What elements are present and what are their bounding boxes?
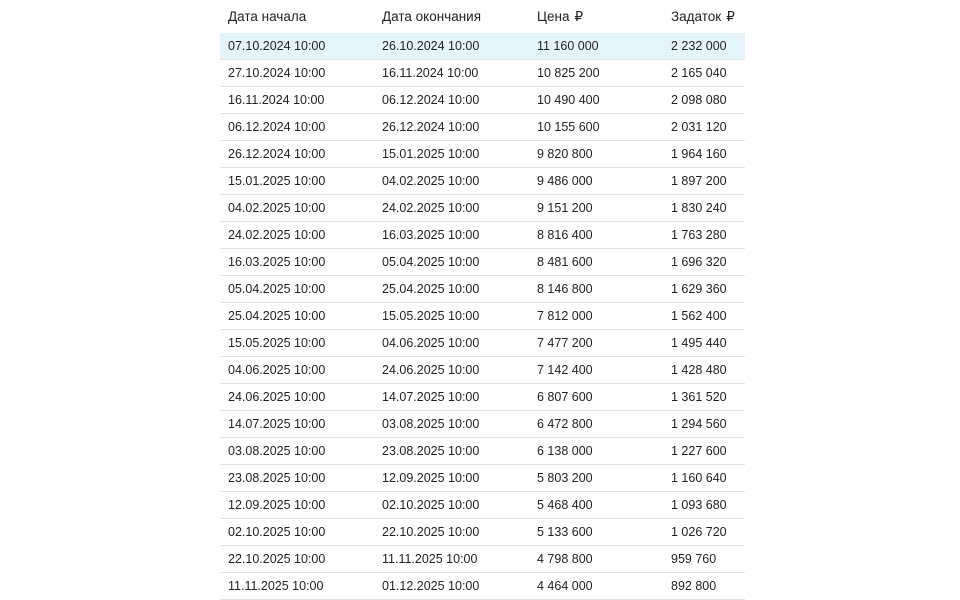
cell-deposit: 2 232 000 [663,33,745,60]
table-row[interactable] [220,573,745,600]
cell-end: 04.02.2025 10:00 [374,168,529,195]
table-row[interactable] [220,384,745,411]
header-price[interactable] [529,0,663,33]
cell-deposit: 1 696 320 [663,249,745,276]
cell-start: 04.02.2025 10:00 [220,195,374,222]
cell-end: 04.06.2025 10:00 [374,330,529,357]
cell-price: 5 133 600 [529,519,663,546]
cell-start: 04.06.2025 10:00 [220,357,374,384]
cell-price: 8 146 800 [529,276,663,303]
cell-deposit: 2 165 040 [663,60,745,87]
cell-start: 24.02.2025 10:00 [220,222,374,249]
cell-deposit: 1 830 240 [663,195,745,222]
cell-deposit: 1 294 560 [663,411,745,438]
cell-start: 02.10.2025 10:00 [220,519,374,546]
header-deposit-label: Задаток [671,8,722,24]
cell-start: 27.10.2024 10:00 [220,60,374,87]
table-row[interactable] [220,87,745,114]
cell-price: 8 481 600 [529,249,663,276]
header-end-date[interactable] [374,0,529,33]
cell-price: 4 464 000 [529,573,663,600]
price-schedule-table-container [220,0,745,600]
cell-end: 03.08.2025 10:00 [374,411,529,438]
table-row[interactable] [220,60,745,87]
cell-price: 4 798 800 [529,546,663,573]
cell-end: 15.05.2025 10:00 [374,303,529,330]
table-body [220,33,745,600]
cell-start: 26.12.2024 10:00 [220,141,374,168]
cell-end: 23.08.2025 10:00 [374,438,529,465]
cell-deposit: 1 562 400 [663,303,745,330]
cell-price: 6 138 000 [529,438,663,465]
cell-price: 5 468 400 [529,492,663,519]
cell-deposit: 892 800 [663,573,745,600]
price-schedule-table [220,0,745,600]
cell-end: 01.12.2025 10:00 [374,573,529,600]
cell-end: 24.06.2025 10:00 [374,357,529,384]
cell-end: 26.10.2024 10:00 [374,33,529,60]
cell-deposit: 959 760 [663,546,745,573]
cell-start: 16.11.2024 10:00 [220,87,374,114]
cell-price: 9 820 800 [529,141,663,168]
cell-end: 15.01.2025 10:00 [374,141,529,168]
cell-end: 25.04.2025 10:00 [374,276,529,303]
table-row[interactable] [220,195,745,222]
cell-end: 11.11.2025 10:00 [374,546,529,573]
header-start-date-label: Дата начала [228,9,307,24]
cell-start: 03.08.2025 10:00 [220,438,374,465]
cell-deposit: 1 093 680 [663,492,745,519]
cell-start: 24.06.2025 10:00 [220,384,374,411]
cell-end: 22.10.2025 10:00 [374,519,529,546]
cell-end: 16.11.2024 10:00 [374,60,529,87]
cell-start: 06.12.2024 10:00 [220,114,374,141]
cell-deposit: 1 629 360 [663,276,745,303]
ruble-icon: ₽ [726,8,735,24]
table-row[interactable] [220,411,745,438]
cell-deposit: 1 227 600 [663,438,745,465]
cell-end: 24.02.2025 10:00 [374,195,529,222]
table-row[interactable] [220,546,745,573]
table-row[interactable] [220,357,745,384]
cell-deposit: 1 160 640 [663,465,745,492]
cell-start: 12.09.2025 10:00 [220,492,374,519]
table-row[interactable] [220,465,745,492]
cell-end: 02.10.2025 10:00 [374,492,529,519]
ruble-icon: ₽ [574,8,584,24]
header-end-date-label: Дата окончания [382,9,482,24]
cell-price: 9 486 000 [529,168,663,195]
cell-start: 23.08.2025 10:00 [220,465,374,492]
cell-price: 5 803 200 [529,465,663,492]
cell-price: 10 155 600 [529,114,663,141]
cell-deposit: 2 031 120 [663,114,745,141]
cell-price: 6 807 600 [529,384,663,411]
table-row[interactable] [220,492,745,519]
cell-deposit: 1 026 720 [663,519,745,546]
table-row[interactable] [220,519,745,546]
cell-start: 25.04.2025 10:00 [220,303,374,330]
cell-start: 22.10.2025 10:00 [220,546,374,573]
cell-end: 14.07.2025 10:00 [374,384,529,411]
cell-deposit: 1 428 480 [663,357,745,384]
cell-end: 26.12.2024 10:00 [374,114,529,141]
cell-end: 05.04.2025 10:00 [374,249,529,276]
cell-deposit: 2 098 080 [663,87,745,114]
table-header [220,0,745,33]
header-deposit[interactable] [663,0,745,33]
cell-price: 7 812 000 [529,303,663,330]
cell-start: 16.03.2025 10:00 [220,249,374,276]
cell-start: 15.01.2025 10:00 [220,168,374,195]
cell-start: 11.11.2025 10:00 [220,573,374,600]
table-row[interactable] [220,438,745,465]
cell-start: 07.10.2024 10:00 [220,33,374,60]
cell-deposit: 1 897 200 [663,168,745,195]
table-row[interactable] [220,168,745,195]
cell-price: 9 151 200 [529,195,663,222]
cell-deposit: 1 361 520 [663,384,745,411]
table-row[interactable] [220,249,745,276]
cell-price: 7 142 400 [529,357,663,384]
header-row [220,0,745,33]
cell-deposit: 1 495 440 [663,330,745,357]
table-row[interactable] [220,222,745,249]
table-row[interactable] [220,114,745,141]
cell-end: 06.12.2024 10:00 [374,87,529,114]
header-price-label: Цена [537,8,570,24]
cell-deposit: 1 964 160 [663,141,745,168]
table-row[interactable] [220,303,745,330]
cell-price: 8 816 400 [529,222,663,249]
table-row[interactable] [220,141,745,168]
table-row[interactable] [220,330,745,357]
cell-end: 12.09.2025 10:00 [374,465,529,492]
cell-deposit: 1 763 280 [663,222,745,249]
header-start-date[interactable] [220,0,374,33]
cell-price: 11 160 000 [529,33,663,60]
cell-end: 16.03.2025 10:00 [374,222,529,249]
cell-price: 10 825 200 [529,60,663,87]
cell-start: 15.05.2025 10:00 [220,330,374,357]
table-row[interactable] [220,276,745,303]
cell-price: 7 477 200 [529,330,663,357]
table-row[interactable] [220,33,745,60]
cell-price: 10 490 400 [529,87,663,114]
cell-start: 05.04.2025 10:00 [220,276,374,303]
cell-start: 14.07.2025 10:00 [220,411,374,438]
cell-price: 6 472 800 [529,411,663,438]
